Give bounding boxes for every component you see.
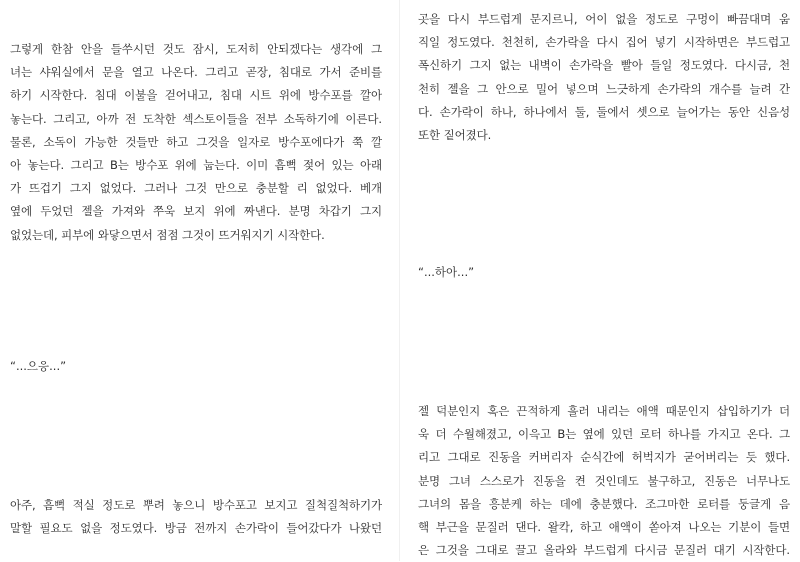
text-line: 그렇게 한참 안을 들쑤시던 것도 잠시, 도저히 안되겠다는 생각에 그 (10, 42, 382, 56)
text-line: 리고 그대로 진동을 커버리자 순식간에 허벅지가 굳어버리는 듯 했다. (418, 450, 790, 465)
left-paragraph-1 (10, 38, 382, 247)
text-line: 옆에 두었던 젤을 가져와 쭈욱 보지 위에 짜낸다. 분명 차갑기 그지 (10, 204, 382, 219)
right-paragraph-1 (418, 8, 790, 147)
text-line: 물론, 소독이 가능한 것들만 하고 그것을 일자로 방수포에다가 쭉 깔 (10, 134, 382, 149)
text-line: 녀는 샤워실에서 문을 열고 나온다. 그리고 곧장, 침대로 가서 준비를 (10, 65, 382, 80)
text-line: 없었는데, 피부에 와닿으면서 점점 그것이 뜨거워지기 시작한다. (10, 227, 325, 242)
text-line: 욱 더 수월해졌고, 이윽고 B는 옆에 있던 로터 하나를 가지고 온다. 그 (418, 427, 790, 442)
right-page (418, 0, 798, 561)
text-line: 은 그것을 그대로 끌고 올라와 부드럽게 다시금 문질러 대기 시작한다. (418, 543, 790, 558)
left-dialogue-line: “...으응...” (10, 359, 67, 373)
text-line: 하기 시작한다. 침대 이불을 걷어내고, 침대 시트 위에 방수포를 깔아 (10, 88, 382, 103)
text-line: 또한 짙어졌다. (418, 128, 492, 143)
text-line: 핵 부근을 문질러 댄다. 왈칵, 하고 애액이 쏟아져 나오는 기분이 들면 (418, 520, 790, 535)
text-line: 분명 그녀 스스로가 진동을 켠 것인데도 불구하고, 진동은 너무나도 (418, 473, 790, 488)
text-line: 말할 필요도 없을 정도였다. 방금 전까지 손가락이 들어갔다가 나왔던 (10, 521, 382, 536)
left-page (10, 0, 390, 561)
right-dialogue-line: “...하아...” (418, 265, 475, 279)
page-divider (399, 0, 400, 561)
text-line: 놓는다. 그리고, 아까 전 도착한 섹스토이들을 전부 소독하기에 이른다. (10, 111, 382, 126)
text-line: 다. 손가락이 하나, 하나에서 둘, 둘에서 셋으로 늘어가는 동안 신음성 (418, 104, 790, 119)
text-line: 아주, 흠뻑 적실 정도로 뿌려 놓으니 방수포고 보지고 질척질척하기가 (10, 498, 382, 512)
text-line: 그녀의 몸을 흥분케 하는 데에 충분했다. 조그마한 로터를 둥글게 음 (418, 496, 790, 511)
text-line: 폭신하기 그지 없는 내벽이 손가락을 빨아 들일 정도였다. 다시금, 천 (418, 58, 790, 73)
text-line: 가 뜨겁기 그지 없었다. 그러나 그것 만으로 충분할 리 없었다. 베개 (10, 181, 382, 196)
text-line: 직일 정도였다. 천천히, 손가락을 다시 집어 넣기 시작하면은 부드럽고 (418, 35, 790, 50)
text-line: 젤 덕분인지 혹은 끈적하게 흘러 내리는 애액 때문인지 삽입하기가 더 (418, 404, 790, 418)
left-paragraph-2 (10, 494, 382, 540)
text-line: 곳을 다시 부드럽게 문지르니, 어이 없을 정도로 구멍이 빠끔대며 움 (418, 12, 790, 26)
text-line: 아 놓는다. 그리고 B는 방수포 위에 눕는다. 이미 흠뻑 젖어 있는 아래 (10, 158, 382, 173)
right-paragraph-2 (418, 400, 790, 562)
text-line: 천히 젤을 그 안으로 밀어 넣으며 느긋하게 손가락의 개수를 늘려 간 (418, 81, 790, 96)
